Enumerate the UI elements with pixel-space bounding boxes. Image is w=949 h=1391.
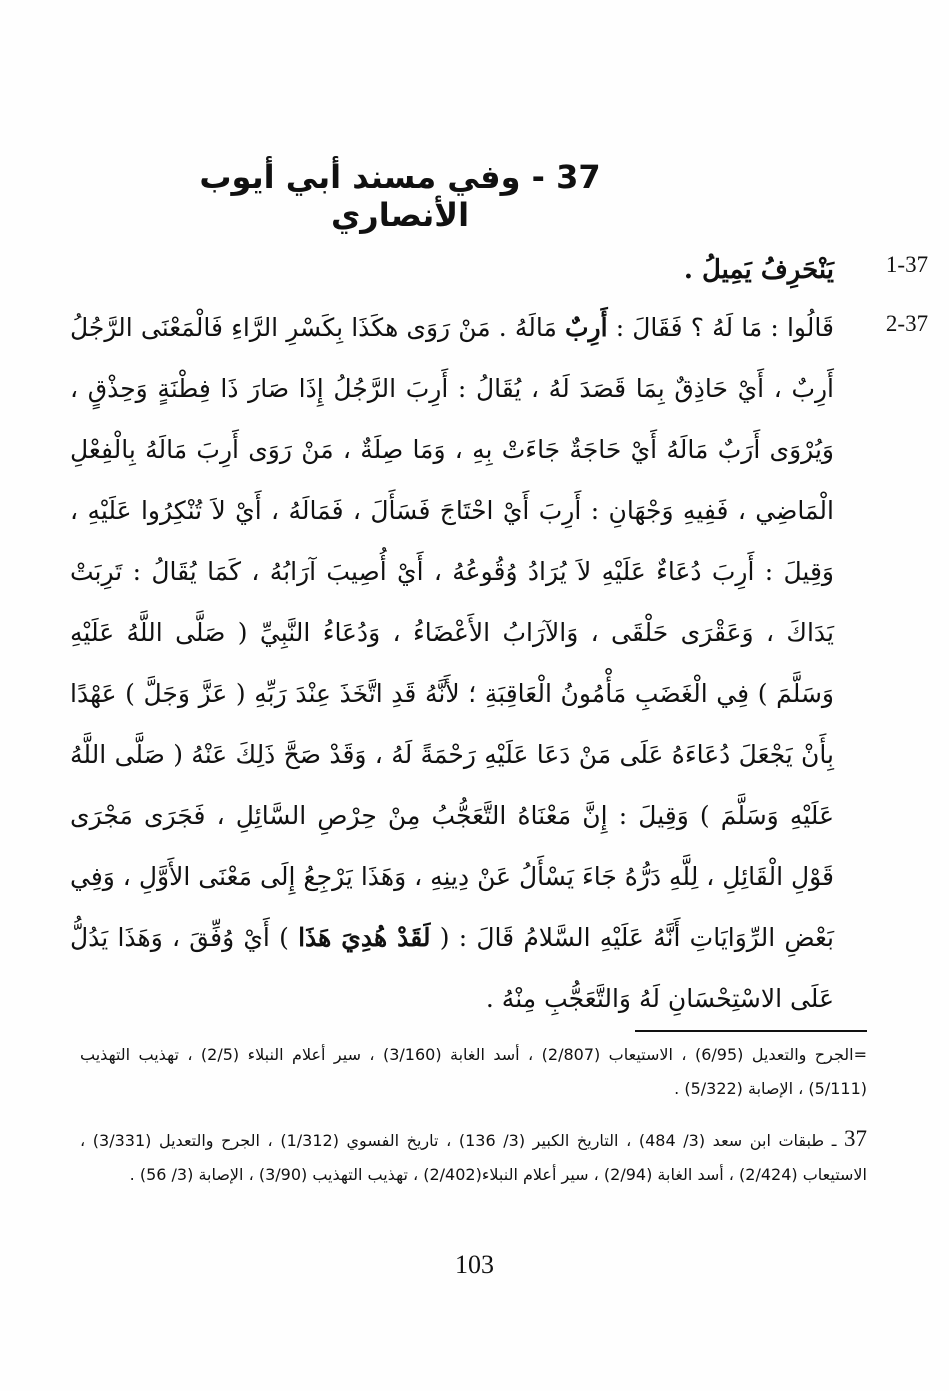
- entry-text: [70, 240, 834, 301]
- footnote-text: =الجرح والتعديل (6/95) ، الاستيعاب (2/807) ، أسد الغابة (3/160) ، سير أعلام النبلاء (2/5) ، تهذيب التهذيب (5/111) ، الإصابة (5/322) .: [80, 1045, 868, 1098]
- entry-number: 2-37: [885, 311, 929, 336]
- entry-1-37: [70, 240, 929, 301]
- footnote-text: ـ طبقات ابن سعد (3/ 484) ، التاريخ الكبير (3/ 136) ، تاريخ الفسوي (1/312) ، الجرح والتعديل (3/331) ، الاستيعاب (2/424) ، أسد الغابة (2/94) ، سير أعلام النبلاء(2/402) ، تهذيب التهذيب (3/90) ، الإصابة (3/ 56) .: [80, 1131, 867, 1184]
- chapter-title: 37 - وفي مسند أبي أيوب الأنصاري: [199, 158, 601, 234]
- entry-text-middle: مَالَهُ . مَنْ رَوَى هكَذَا بِكَسْرِ الرَّاءِ فَالْمَعْنَى الرَّجُلُ أَرِبٌ ، أَيْ حَاذِقٌ بِمَا قَصَدَ لَهُ ، يُقَالُ : أَرِبَ الرَّجُلُ إِذَا صَارَ ذَا فِطْنَةٍ وَحِذْقٍ ، وَيُرْوَى أَرَبٌ مَالَهُ أَيْ حَاجَةٌ جَاءَتْ بِهِ ، وَمَا صِلَةٌ ، مَنْ رَوَى أَرِبَ مَالَهُ بِالْفِعْلِ الْمَاضِي ، فَفِيهِ وَجْهَانِ : أَرِبَ أَيْ احْتَاجَ فَسَأَلَ ، فَمَالَهُ ، أَيْ لاَ تُنْكِرُوا عَلَيْهِ ، وَقِيلَ : أَرِبَ دُعَاءٌ عَلَيْهِ لاَ يُرَادُ وُقُوعُهُ ، أَيْ أُصِيبَ آرَابُهُ ، كَمَا يُقَالُ : تَرِبَتْ يَدَاكَ ، وَعَقْرَى حَلْقَى ، وَالآرَابُ الأَعْضَاءُ ، وَدُعَاءُ النَّبِيِّ ( صَلَّى اللَّهُ عَلَيْهِ وَسَلَّمَ ) فِي الْغَضَبِ مَأْمُونُ الْعَاقِبَةِ ؛ لأَنَّهُ قَدِ اتَّخَذَ عِنْدَ رَبِّهِ ( عَزَّ وَجَلَّ ) عَهْدًا بِأَنْ يَجْعَلَ دُعَاءَهُ عَلَى مَنْ دَعَا عَلَيْهِ رَحْمَةً لَهُ ، وَقَدْ صَحَّ ذَلِكَ عَنْهُ ( صَلَّى اللَّهُ عَلَيْهِ وَسَلَّمَ ) وَقِيلَ : إِنَّ مَعْنَاهُ التَّعَجُّبُ مِنْ حِرْصِ السَّائِلِ ، فَجَرَى مَجْرَى قَوْلِ الْقَائِلِ ، لِلَّهِ دَرُّهُ جَاءَ يَسْأَلُ عَنْ دِينِهِ ، وَهَذَا يَرْجِعُ إِلَى مَعْنَى الأَوَّلِ ، وَفِي بَعْضِ الرِّوَايَاتِ أَنَّهُ عَلَيْهِ السَّلامُ قَالَ : (: [70, 313, 835, 952]
- entry-2-37: [70, 297, 929, 1029]
- entry-keyword: أَرِبٌ: [565, 313, 608, 342]
- footnote-number: 37: [844, 1126, 867, 1151]
- entry-text: [70, 297, 834, 1029]
- footnotes: [80, 1038, 867, 1192]
- entry-quote: لَقَدْ هُدِيَ هَذَا: [298, 923, 431, 952]
- entry-text-content: يَنْحَرِفُ يَمِيلُ .: [683, 255, 834, 285]
- page-number: 103: [455, 1250, 494, 1279]
- footnote-37: [80, 1122, 867, 1192]
- footnote-continuation: [80, 1038, 867, 1106]
- entry-text-before: قَالُوا : مَا لَهُ ؟ فَقَالَ :: [607, 313, 834, 342]
- entry-number: 1-37: [885, 252, 929, 277]
- footnote-divider: [635, 1030, 867, 1032]
- entry-text-after: ) أَيْ وُفِّقَ ، وَهَذَا يَدُلُّ عَلَى الاسْتِحْسَانِ لَهُ وَالتَّعَجُّبِ مِنْهُ .: [70, 923, 834, 1013]
